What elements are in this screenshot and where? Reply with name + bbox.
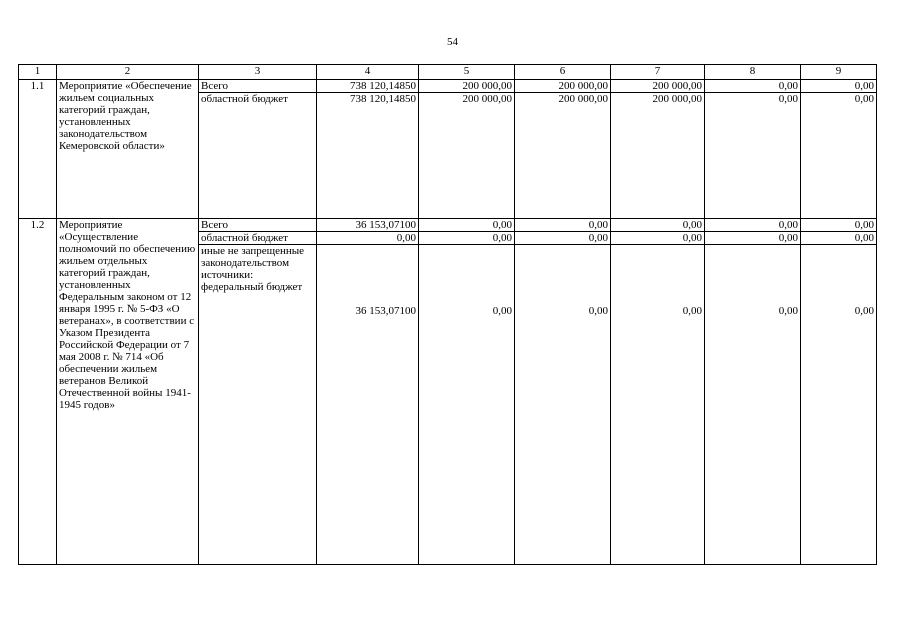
funding-source-group — [199, 245, 317, 565]
value-cell: 0,00 — [317, 232, 419, 245]
value-cell: 738 120,14850 — [317, 80, 419, 93]
row-title: Мероприятие «Осуществление полномочий по обеспечению жильем отдельных категорий граждан, установленных Федеральным законом от 12 января 1995 г. № 5-ФЗ «О ветеранах», в соответствии с Указом Президента Российской Федерации от 7 мая 2008 г. № 714 «Об обеспечении жильем ветеранов Великой Отечественной войны 1941-1945 годов» — [57, 219, 199, 565]
value-cell: 0,00 — [801, 80, 877, 93]
value-cell: 0,00 — [515, 232, 611, 245]
funding-source: областной бюджет — [199, 93, 317, 219]
column-header: 2 — [57, 65, 199, 80]
funding-source: иные не запрещенные законодательством источники: — [201, 245, 305, 281]
value-cell: 36 153,07100 — [317, 245, 419, 565]
value-cell: 0,00 — [801, 245, 877, 565]
value-cell: 36 153,07100 — [317, 219, 419, 232]
value-cell: 200 000,00 — [515, 93, 611, 219]
funding-source: Всего — [199, 80, 317, 93]
value-cell: 200 000,00 — [611, 80, 705, 93]
value-cell: 200 000,00 — [419, 80, 515, 93]
value-cell: 0,00 — [801, 93, 877, 219]
column-header: 4 — [317, 65, 419, 80]
value-cell: 0,00 — [705, 219, 801, 232]
value-cell: 200 000,00 — [611, 93, 705, 219]
column-header: 8 — [705, 65, 801, 80]
value-cell: 738 120,14850 — [317, 93, 419, 219]
value-cell: 0,00 — [515, 219, 611, 232]
page-number: 54 — [447, 36, 458, 48]
column-header: 1 — [19, 65, 57, 80]
value-cell: 200 000,00 — [419, 93, 515, 219]
funding-source: областной бюджет — [199, 232, 317, 245]
value-cell: 0,00 — [419, 245, 515, 565]
column-number-row — [19, 65, 877, 80]
value-cell: 0,00 — [801, 219, 877, 232]
funding-source: Всего — [199, 219, 317, 232]
column-header: 5 — [419, 65, 515, 80]
budget-table — [18, 64, 877, 565]
value-cell: 0,00 — [419, 232, 515, 245]
table-row — [19, 219, 877, 232]
value-cell: 0,00 — [515, 245, 611, 565]
value-cell: 0,00 — [705, 245, 801, 565]
value-cell: 0,00 — [611, 232, 705, 245]
row-id: 1.1 — [19, 80, 57, 219]
value-cell: 0,00 — [705, 93, 801, 219]
column-header: 6 — [515, 65, 611, 80]
value-cell: 0,00 — [801, 232, 877, 245]
row-id: 1.2 — [19, 219, 57, 565]
value-cell: 0,00 — [611, 219, 705, 232]
value-cell: 0,00 — [611, 245, 705, 565]
value-cell: 0,00 — [419, 219, 515, 232]
value-cell: 200 000,00 — [515, 80, 611, 93]
column-header: 9 — [801, 65, 877, 80]
table-row — [19, 80, 877, 93]
value-cell: 0,00 — [705, 80, 801, 93]
value-cell: 0,00 — [705, 232, 801, 245]
column-header: 3 — [199, 65, 317, 80]
column-header: 7 — [611, 65, 705, 80]
funding-source: федеральный бюджет — [201, 281, 303, 293]
row-title: Мероприятие «Обеспечение жильем социальных категорий граждан, установленных законодательством Кемеровской области» — [57, 80, 199, 219]
